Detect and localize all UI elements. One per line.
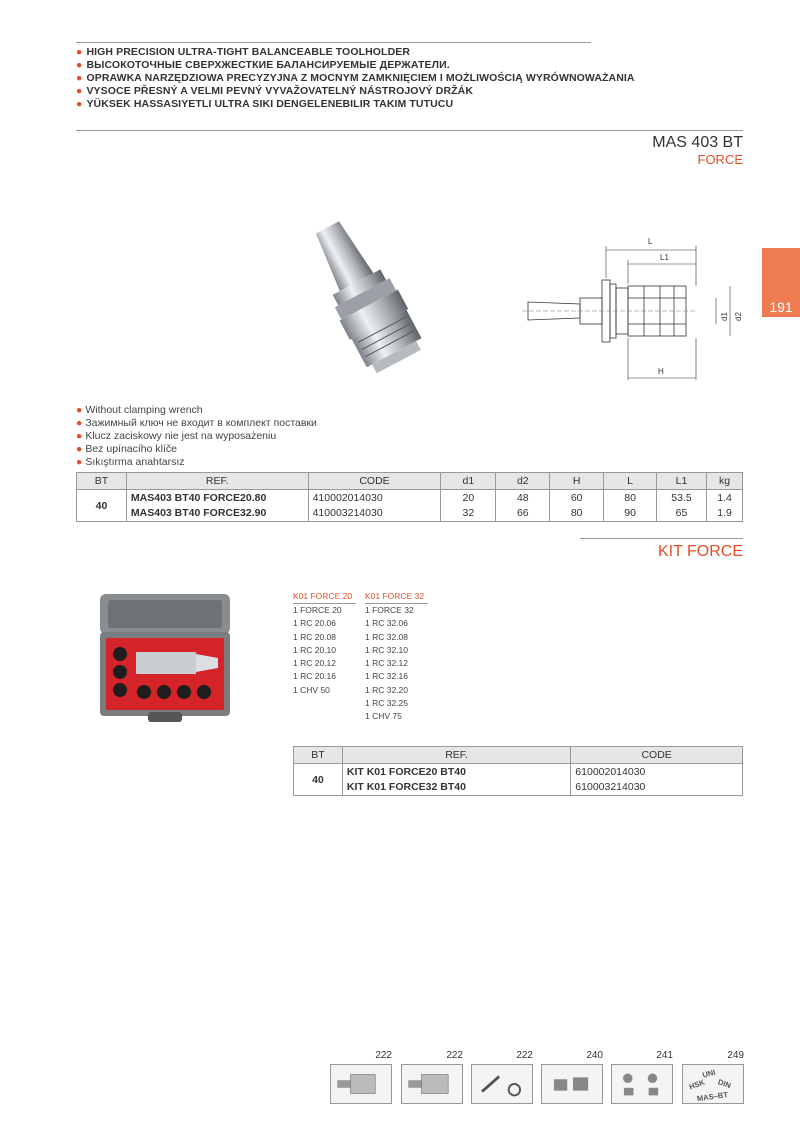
collet-icon [541,1064,603,1104]
ref-cell: MAS403 BT40 FORCE32.90 [126,506,308,522]
ref-item[interactable] [471,1050,533,1109]
ref-cell: KIT K01 FORCE32 BT40 [342,780,570,796]
table-row [294,764,743,780]
list-item: 1 RC 20.12 [293,658,336,669]
list-item: 1 FORCE 32 [365,605,414,615]
ref-item[interactable] [682,1050,744,1109]
d1-cell: 20 [441,490,496,506]
list-item: 1 RC 32.25 [365,698,408,709]
standard-label-hsk: HSK [687,1077,707,1092]
d2-cell: 48 [496,490,550,506]
table-row [294,780,743,796]
list-item: 1 RC 20.06 [293,618,336,629]
page-references [330,1050,745,1110]
section-rule [76,130,743,131]
standard-label-uni: UNI [701,1067,717,1080]
headline-list [76,46,716,111]
kit-rule [580,538,743,539]
h-cell: 60 [550,490,604,506]
col-header: kg [706,473,742,490]
list-item: 1 RC 32.06 [365,618,408,629]
spec-header-row [77,473,743,490]
code-cell: 410003214030 [308,506,441,522]
dim-label-l1: L1 [660,253,669,262]
kit-case-photo [98,592,232,726]
dim-label-l: L [648,237,653,246]
spec-table [76,472,743,522]
kg-cell: 1.4 [706,490,742,506]
note-tr: ● Sıkıştırma anahtarsız [76,456,185,468]
l1-cell: 53.5 [657,490,707,506]
list-item: 1 RC 20.10 [293,644,336,655]
list-item: 1 RC 32.20 [365,684,408,695]
list-item: 1 RC 32.10 [365,644,408,655]
technical-drawing [520,230,745,380]
col-header: REF. [342,747,570,764]
code-cell: 410002014030 [308,490,441,506]
product-title-block [652,134,743,168]
col-header: d1 [441,473,496,490]
ref-page-number: 222 [446,1050,463,1061]
kit-header-row [294,747,743,764]
list-item: 1 RC 32.16 [365,671,408,682]
ref-item[interactable] [611,1050,673,1109]
col-header: L [604,473,657,490]
toolholder-icon [330,1064,392,1104]
d1-cell: 32 [441,506,496,522]
ref-page-number: 240 [586,1050,603,1061]
ref-item[interactable] [541,1050,603,1109]
d2-cell: 66 [496,506,550,522]
list-item: 1 FORCE 20 [293,605,342,615]
product-subtitle: FORCE [697,152,743,167]
toolholder-icon [401,1064,463,1104]
headline-tr: ● YÜKSEK HASSASIYETLI ULTRA SIKI DENGELENEBILIR TAKIM TUTUCU [76,98,454,110]
page-number: 191 [769,299,793,315]
table-row [77,490,743,506]
ref-item[interactable] [401,1050,463,1109]
headline-pl: ● OPRAWKA NARZĘDZIOWA PRECYZYJNA Z MOCNYM ZAMKNIĘCIEM I MOŻLIWOŚCIĄ WYRÓWNOWAŻANIA [76,72,635,84]
col-header: REF. [126,473,308,490]
col-header: d2 [496,473,550,490]
l1-cell: 65 [657,506,707,522]
ref-page-number: 222 [375,1050,392,1061]
bt-cell: 40 [294,764,343,796]
parts-icon [611,1064,673,1104]
ref-cell: KIT K01 FORCE20 BT40 [342,764,570,780]
kit-column-header: K01 FORCE 20 [293,590,356,604]
bt-cell: 40 [77,490,127,522]
dim-label-d2: d2 [734,312,743,321]
standard-label-din: DIN [716,1077,733,1091]
dim-label-d1: d1 [720,312,729,321]
note-en: ● Without clamping wrench [76,404,203,416]
list-item: 1 RC 20.08 [293,631,336,642]
wrench-icon [471,1064,533,1104]
kit-column-header: K01 FORCE 32 [365,590,428,604]
note-ru: ● Зажимный ключ не входит в комплект поставки [76,417,317,429]
standards-icon [682,1064,744,1104]
kit-column-20 [293,590,356,697]
standard-label-mas: MAS–BT [696,1090,729,1104]
l-cell: 90 [604,506,657,522]
col-header: H [550,473,604,490]
list-item: 1 RC 32.12 [365,658,408,669]
l-cell: 80 [604,490,657,506]
headline-en: ● HIGH PRECISION ULTRA-TIGHT BALANCEABLE TOOLHOLDER [76,46,411,58]
dim-label-h: H [658,367,664,376]
ref-page-number: 222 [516,1050,533,1061]
col-header: L1 [657,473,707,490]
ref-cell: MAS403 BT40 FORCE20.80 [126,490,308,506]
list-item: 1 RC 20.16 [293,671,336,682]
kit-table [293,746,743,796]
list-item: 1 CHV 75 [365,711,402,722]
code-cell: 610003214030 [571,780,743,796]
list-item: 1 CHV 50 [293,684,330,695]
code-cell: 610002014030 [571,764,743,780]
ref-item[interactable] [330,1050,392,1109]
toolholder-photo [280,210,450,385]
h-cell: 80 [550,506,604,522]
note-pl: ● Klucz zaciskowy nie jest na wyposażeniu [76,430,277,442]
headline-ru: ● ВЫСОКОТОЧНЫЕ СВЕРХЖЕСТКИЕ БАЛАНСИРУЕМЫЕ ДЕРЖАТЕЛИ. [76,59,450,71]
kit-column-32 [365,590,428,724]
note-cz: ● Bez upínacího klíče [76,443,177,455]
col-header: BT [294,747,343,764]
ref-page-number: 249 [727,1050,744,1061]
kit-title: KIT FORCE [657,543,743,560]
ref-page-number: 241 [656,1050,673,1061]
notes-list [76,404,317,469]
list-item: 1 RC 32.08 [365,631,408,642]
table-row [77,506,743,522]
col-header: CODE [571,747,743,764]
col-header: CODE [308,473,441,490]
top-rule [76,42,591,43]
kg-cell: 1.9 [706,506,742,522]
col-header: BT [77,473,127,490]
headline-cz: ● VYSOCE PŘESNÝ A VELMI PEVNÝ VYVAŽOVATELNÝ NÁSTROJOVÝ DRŽÁK [76,85,474,97]
product-title: MAS 403 BT [652,134,743,151]
